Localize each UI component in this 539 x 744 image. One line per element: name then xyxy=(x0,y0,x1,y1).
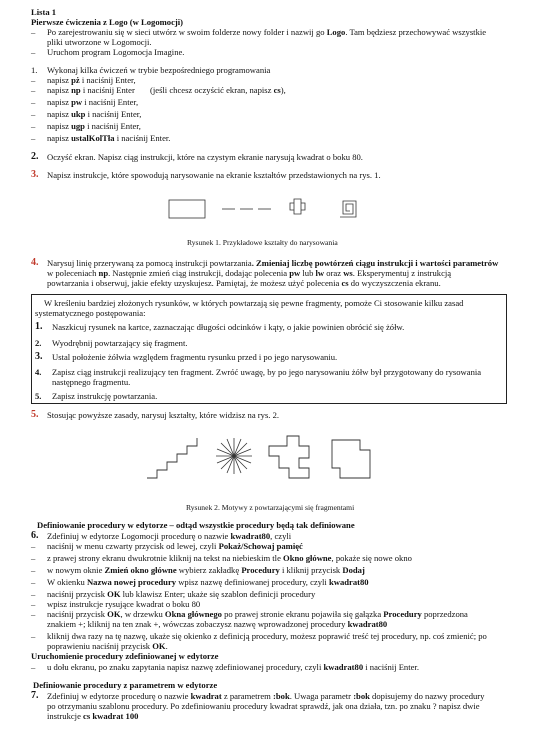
task-6-step: w nowym oknie Zmień okno główne wybierz zakładkę Procedury i kliknij przycisk Dodaj xyxy=(47,565,365,575)
task-6-step: naciśnij w menu czwarty przycisk od lewej, czyli Pokaż/Schowaj pamięć xyxy=(47,541,303,551)
define-heading: Definiowanie procedury w edytorze – odtąd wszystkie procedury będą tak definiowane xyxy=(37,520,355,530)
shape-star xyxy=(216,438,252,474)
bullet-dash: – xyxy=(31,599,36,609)
bullet-dash: – xyxy=(31,541,36,551)
task-7-line-1: Zdefiniuj w edytorze procedurę o nazwie kwadrat z parametrem :bok. Uwaga parametr :bok dopisujemy do nazwy procedury xyxy=(47,691,485,701)
task-1-item: napisz ugp i naciśnij Enter, xyxy=(47,121,141,131)
task-1-note: (jeśli chcesz oczyścić ekran, napisz cs), xyxy=(150,85,286,95)
bullet-dash: – xyxy=(31,75,36,85)
bullet-dash: – xyxy=(31,47,36,57)
task-6-line: Zdefiniuj w edytorze Logomocji procedurę o nazwie kwadrat80, czyli xyxy=(47,531,292,541)
figure-2-shapes xyxy=(0,430,539,500)
bullet-dash: – xyxy=(31,589,36,599)
task-5-number: 5. xyxy=(31,409,39,420)
shape-step-block xyxy=(332,440,370,478)
task-2-text: Oczyść ekran. Napisz ciąg instrukcji, które na czystym ekranie narysują kwadrat o boku 80. xyxy=(47,152,363,162)
task-1-heading: Wykonaj kilka ćwiczeń w trybie bezpośredniego programowania xyxy=(47,65,271,75)
task-3-number: 3. xyxy=(31,169,39,180)
task-1-number: 1. xyxy=(31,65,38,75)
bullet-dash: – xyxy=(31,662,36,672)
bullet-dash: – xyxy=(31,109,36,119)
shape-spiral xyxy=(340,201,356,217)
box-intro-line-1: W kreśleniu bardziej złożonych rysunków, w których powtarzają się pewne fragmenty, pomoże Ci stosowanie kilku zasad xyxy=(44,298,464,308)
task-1-item: napisz pw i naciśnij Enter, xyxy=(47,97,139,107)
task-6-step: naciśnij przycisk OK lub klawisz Enter; ukaże się szablon definicji procedury xyxy=(47,589,316,599)
shape-cross xyxy=(290,199,305,214)
bullet-dash: – xyxy=(31,27,36,37)
bullet-dash: – xyxy=(31,609,36,619)
box-item-text: Naszkicuj rysunek na kartce, zaznaczając długości odcinków i kąty, o jakie powinien obrócić się żółw. xyxy=(52,322,405,332)
box-item-number: 5. xyxy=(35,391,42,401)
box-item-text: Zapisz instrukcję powtarzania. xyxy=(52,391,158,401)
run-heading: Uruchomienie procedury zdefiniowanej w edytorze xyxy=(31,651,219,661)
task-6-step-cont: znakiem +; kliknij na ten znak +, wówczas zobaczysz nazwę wprowadzonej procedury kwadrat80 xyxy=(47,619,388,629)
shape-plus-chain xyxy=(269,436,309,478)
page-subtitle: Pierwsze ćwiczenia z Logo (w Logomocji) xyxy=(31,17,184,27)
task-7-line-2: po otrzymaniu szablonu procedury. Po zdefiniowaniu procedury kwadrat sprawdź, jak ona działa, tzn. po znaku ? napisz dwie xyxy=(47,701,480,711)
box-intro-line-2: systematycznego postępowania: xyxy=(35,308,146,318)
task-2-number: 2. xyxy=(31,151,39,162)
intro-line-1b: pliki utworzone w Logomocji. xyxy=(47,37,152,47)
task-1-item: napisz ukp i naciśnij Enter, xyxy=(47,109,142,119)
task-6-number: 6. xyxy=(31,530,39,541)
task-7-number: 7. xyxy=(31,690,39,701)
task-1-item: napisz pż i naciśnij Enter, xyxy=(47,75,136,85)
intro-line-1: Po zarejestrowaniu się w sieci utwórz w swoim folderze nowy folder i nazwij go Logo. Tam będziesz przechowywać wszystkie xyxy=(47,27,487,37)
box-item-number: 4. xyxy=(35,367,42,377)
task-6-step: naciśnij przycisk OK, w drzewku Okna głównego po prawej stronie ekranu pojawiła się gałązka Procedury poprzedzona xyxy=(47,609,468,619)
box-item-number: 3. xyxy=(35,351,43,362)
task-4-line-1: Narysuj linię przerywaną za pomocą instrukcji powtarzania. Zmieniaj liczbę powtórzeń ciągu instrukcji i wartości parametrów xyxy=(47,258,499,268)
box-item-text-cont: następnego fragmentu. xyxy=(52,377,131,387)
bullet-dash: – xyxy=(31,631,36,641)
task-1-item: napisz np i naciśnij Enter xyxy=(47,85,135,95)
bullet-dash: – xyxy=(31,133,36,143)
shape-rectangle xyxy=(169,200,205,218)
box-item-number: 1. xyxy=(35,321,43,332)
box-item-number: 2. xyxy=(35,338,42,348)
page-title: Lista 1 xyxy=(31,7,57,17)
task-7-line-3: instrukcje cs kwadrat 100 xyxy=(47,711,139,721)
bullet-dash: – xyxy=(31,565,36,575)
task-4-number: 4. xyxy=(31,257,39,268)
figure-2-caption: Rysunek 2. Motywy z powtarzającymi się fragmentami xyxy=(186,503,355,512)
bullet-dash: – xyxy=(31,97,36,107)
box-item-text: Wyodrębnij powtarzający się fragment. xyxy=(52,338,188,348)
task-4-line-3: powtarzania i obserwuj, jakie efekty uzyskujesz. Pamiętaj, że możesz użyć polecenia cs do wyczyszczenia ekranu. xyxy=(47,278,441,288)
task-6-step: W okienku Nazwa nowej procedury wpisz nazwę definiowanej procedury, czyli kwadrat80 xyxy=(47,577,369,587)
figure-1-shapes xyxy=(0,193,539,233)
box-item-text: Zapisz ciąg instrukcji realizujący ten fragment. Zwróć uwagę, by po jego narysowaniu żółw był przygotowany do rysowania xyxy=(52,367,482,377)
bullet-dash: – xyxy=(31,121,36,131)
task-6-step-cont: poprawieniu naciśnij przycisk OK. xyxy=(47,641,168,651)
task-1-item: napisz ustalKolTła i naciśnij Enter. xyxy=(47,133,171,143)
figure-1-caption: Rysunek 1. Przykładowe kształty do narysowania xyxy=(187,238,338,247)
box-item-text: Ustal położenie żółwia względem fragmentu rysunku przed i po jego narysowaniu. xyxy=(52,352,338,362)
bullet-dash: – xyxy=(31,553,36,563)
task-5-text: Stosując powyższe zasady, narysuj kształty, które widzisz na rys. 2. xyxy=(47,410,280,420)
param-heading: Definiowanie procedury z parametrem w edytorze xyxy=(33,680,218,690)
intro-line-2: Uruchom program Logomocja Imagine. xyxy=(47,47,185,57)
task-4-line-2: w poleceniach np. Następnie zmień ciąg instrukcji, dodając polecenia pw lub lw oraz ws. Eksperymentuj z instrukcją xyxy=(47,268,452,278)
task-3-text: Napisz instrukcje, które spowodują narysowanie na ekranie kształtów przedstawionych na rys. 1. xyxy=(47,170,381,180)
task-6-step: z prawej strony ekranu dwukrotnie kliknij na tekst na niebieskim tle Okno główne, pokaże się nowe okno xyxy=(47,553,412,563)
task-6-step: wpisz instrukcje rysujące kwadrat o boku 80 xyxy=(47,599,201,609)
bullet-dash: – xyxy=(31,577,36,587)
run-line: u dołu ekranu, po znaku zapytania napisz nazwę zdefiniowanej procedury, czyli kwadrat80 i naciśnij Enter. xyxy=(47,662,419,672)
shape-stairs xyxy=(147,438,197,478)
bullet-dash: – xyxy=(31,85,36,95)
task-6-step: kliknij dwa razy na tę nazwę, ukaże się okienko z definicją procedury, możesz poprawić treść tej procedury, np. coś zmienić; po xyxy=(47,631,487,641)
